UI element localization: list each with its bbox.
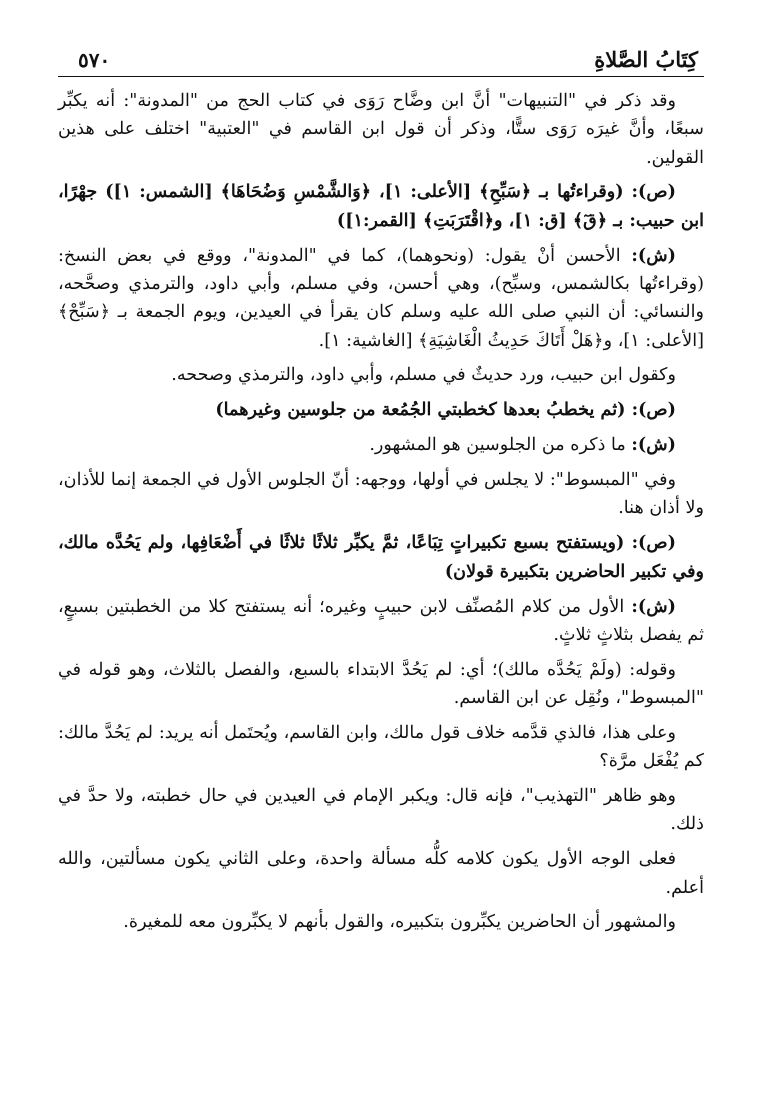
paragraph-text: وفي "المبسوط": لا يجلس في أولها، ووجهه: أنّ الجلوس الأول في الجمعة إنما للأذان، ولا أذان هنا. bbox=[58, 470, 704, 519]
paragraph-text: وهو ظاهر "التهذيب"، فإنه قال: ويكبر الإمام في العيدين في حال خطبته، ولا حدَّ في ذلك. bbox=[58, 786, 704, 835]
paragraph-text: وكقول ابن حبيب، ورد حديثٌ في مسلم، وأبي داود، والترمذي وصححه. bbox=[171, 365, 676, 386]
matn-paragraph-2 bbox=[58, 178, 704, 235]
paragraph-text: (ثم يخطبُ بعدها كخطبتي الجُمُعة من جلوسين وغيرهما) bbox=[215, 399, 626, 421]
sharh-paragraph-6 bbox=[58, 431, 704, 459]
matn-paragraph-5 bbox=[58, 396, 704, 424]
paragraph-text: الأول من كلام المُصنِّف لابن حبيبٍ وغيره؛ أنه يستفتح كلا من الخطبتين بسبعٍ، ثم يفصل بثلاثٍ ثلاثٍ. bbox=[58, 596, 704, 645]
paragraph-text: وقوله: (ولَمْ يَحُدَّه مالك)؛ أي: لم يَحُدَّ الابتداء بالسبع، والفصل بالثلاث، وهو قوله في "المبسوط"، ونُقِل عن ابن القاسم. bbox=[58, 659, 704, 708]
paragraph-12 bbox=[58, 782, 704, 839]
paragraph-text: وعلى هذا، فالذي قدَّمه خلاف قول مالك، وابن القاسم، ويُحتَمل أنه يريد: لم يَحُدَّ مالك: كم يُفْعَل مرَّة؟ bbox=[58, 722, 704, 772]
matn-paragraph-8 bbox=[58, 529, 704, 586]
sharh-marker: (ش): bbox=[631, 244, 676, 266]
paragraph-text: (ويستفتح بسبع تكبيراتٍ تِبَاعًا، ثمَّ يكبِّر ثلاثًا ثلاثًا في أَضْعَافِها، ولم يَحُدَّه مالك، وفي تكبير الحاضرين بتكبيرة قولان) bbox=[58, 532, 704, 582]
paragraph-11 bbox=[58, 719, 704, 776]
running-title: كِتَابُ الصَّلاةِ bbox=[594, 47, 698, 72]
page-body bbox=[58, 87, 704, 937]
paragraph-14 bbox=[58, 908, 704, 936]
paragraph-1 bbox=[58, 87, 704, 172]
paragraph-7 bbox=[58, 466, 704, 523]
paragraph-10 bbox=[58, 656, 704, 713]
matn-marker: (ص): bbox=[631, 399, 676, 421]
sharh-paragraph-9 bbox=[58, 593, 704, 650]
sharh-paragraph-3 bbox=[58, 242, 704, 355]
paragraph-text: والمشهور أن الحاضرين يكبِّرون بتكبيره، والقول بأنهم لا يكبِّرون معه للمغيرة. bbox=[123, 912, 676, 933]
paragraph-13 bbox=[58, 845, 704, 902]
paragraph-text: وقد ذكر في "التنبيهات" أنَّ ابن وضَّاح رَوَى في كتاب الحج من "المدونة": أنه يكبِّر سبعًا، وأنَّ غيرَه رَوَى ستًّا، وذكر أن قول ابن القاسم في "العتبية" اختلف على هذين القولين. bbox=[58, 91, 704, 168]
page-header bbox=[58, 36, 704, 70]
paragraph-text: (وقراءتُها بـ ﴿سَبِّحِ﴾ [الأعلى: ١]، ﴿وَالشَّمْسِ وَضُحَاهَا﴾ [الشمس: ١]) جهْرًا، ابن حبيب: بـ ﴿قٓ﴾ [ق: ١]، و﴿اقْتَرَبَتِ﴾ [القمر:١]) bbox=[58, 181, 704, 231]
page-number: ٥٧٠ bbox=[78, 48, 111, 72]
paragraph-4 bbox=[58, 361, 704, 389]
matn-marker: (ص): bbox=[631, 532, 676, 554]
sharh-marker: (ش): bbox=[631, 595, 677, 617]
header-rule bbox=[58, 76, 704, 77]
paragraph-text: الأحسن أنْ يقول: (ونحوهما)، كما في "المدونة"، ووقع في بعض النسخ: (وقراءتُها بكالشمس، وسبِّح)، وهي أحسن، وفي مسلم، وأبي داود، والترمذي وصحَّحه، والنسائي: أن النبي صلى الله عليه وسلم كان يقرأ في العيدين، ويوم الجمعة بـ ﴿سَبِّحْ﴾ [الأعلى: ١]، و﴿هَلْ أَتَاكَ حَدِيثُ الْغَاشِيَةِ﴾ [الغاشية: ١]. bbox=[58, 245, 704, 351]
paragraph-text: ما ذكره من الجلوسين هو المشهور. bbox=[369, 435, 626, 456]
sharh-marker: (ش): bbox=[631, 434, 676, 456]
matn-marker: (ص): bbox=[631, 181, 676, 203]
paragraph-text: فعلى الوجه الأول يكون كلامه كلُّه مسألة واحدة، وعلى الثاني يكون مسألتين، والله أعلم. bbox=[58, 849, 704, 898]
